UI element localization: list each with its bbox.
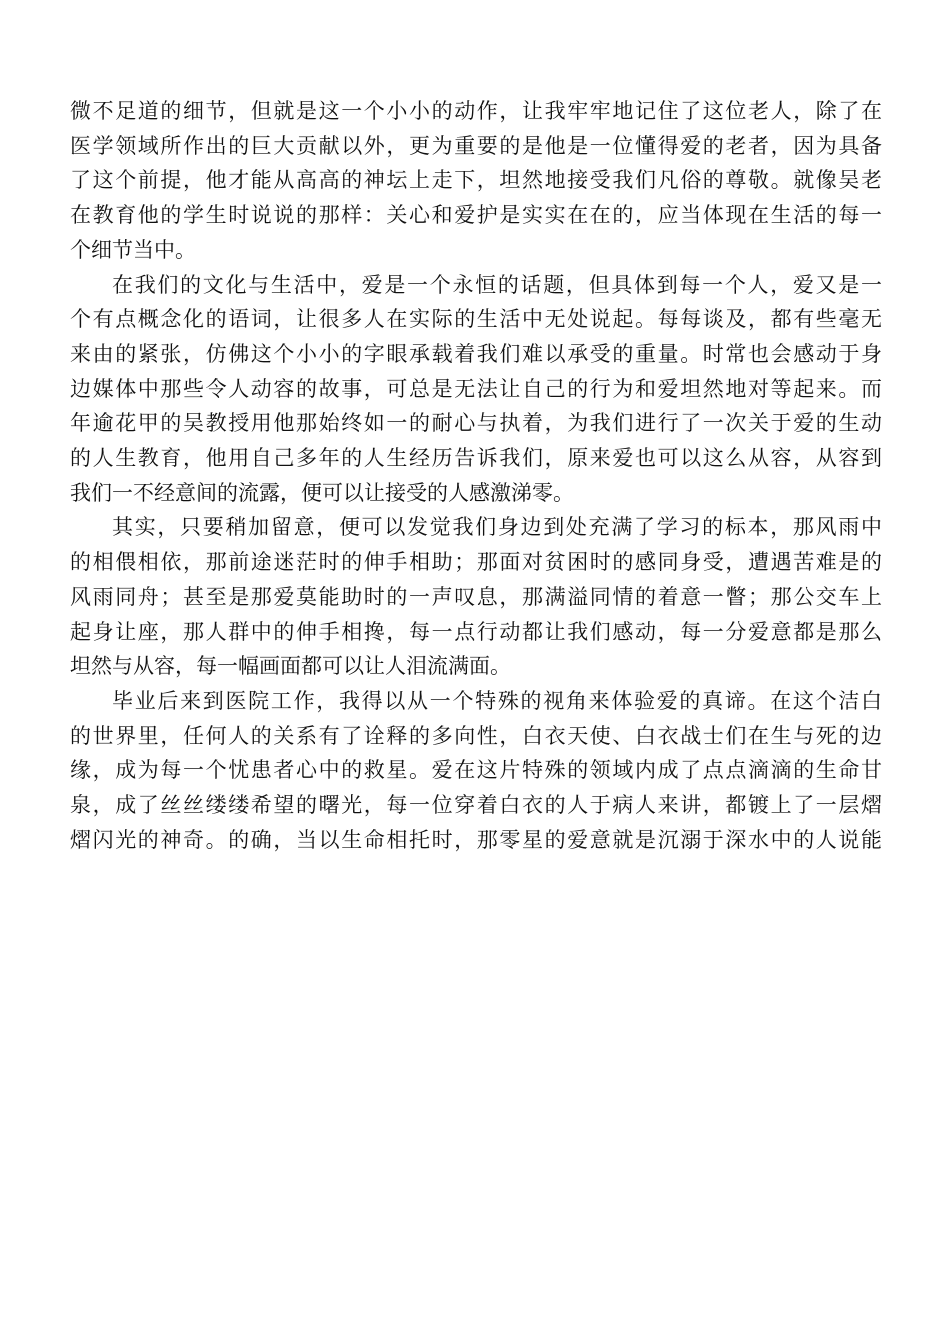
text-line: 在我们的文化与生活中，爱是一个永恒的话题，但具体到每一个人，爱又是一 [112, 272, 882, 297]
text-line: 个有点概念化的语词，让很多人在实际的生活中无处说起。每每谈及，都有些毫无 [70, 307, 882, 332]
text-line: 个细节当中。 [70, 237, 196, 262]
text-line: 微不足道的细节，但就是这一个小小的动作，让我牢牢地记住了这位老人，除了在 [70, 99, 882, 123]
text-line: 风雨同舟；甚至是那爱莫能助时的一声叹息，那满溢同情的着意一瞥；那公交车上 [70, 584, 882, 609]
text-line: 的相偎相依，那前途迷茫时的伸手相助；那面对贫困时的感同身受，遭遇苦难是的 [70, 550, 882, 575]
text-line: 医学领域所作出的巨大贡献以外，更为重要的是他是一位懂得爱的老者，因为具备 [70, 133, 882, 158]
text-line: 其实，只要稍加留意，便可以发觉我们身边到处充满了学习的标本，那风雨中 [112, 515, 882, 540]
text-line: 边媒体中那些令人动容的故事，可总是无法让自己的行为和爱坦然地对等起来。而 [70, 376, 882, 401]
text-line: 了这个前提，他才能从高高的神坛上走下，坦然地接受我们凡俗的尊敬。就像吴老 [70, 168, 882, 193]
paragraph-2 [70, 268, 882, 511]
text-line: 熠闪光的神奇。的确，当以生命相托时，那零星的爱意就是沉溺于深水中的人说能 [70, 827, 882, 852]
text-line: 年逾花甲的吴教授用他那始终如一的耐心与执着，为我们进行了一次关于爱的生动 [70, 411, 882, 436]
text-line: 起身让座，那人群中的伸手相搀，每一点行动都让我们感动，每一分爱意都是那么 [70, 619, 882, 644]
text-line: 我们一不经意间的流露，便可以让接受的人感激涕零。 [70, 480, 574, 505]
text-line: 毕业后来到医院工作，我得以从一个特殊的视角来体验爱的真谛。在这个洁白 [112, 688, 882, 713]
text-line: 坦然与从容，每一幅画面都可以让人泪流满面。 [70, 654, 511, 679]
text-line: 缘，成为每一个忧患者心中的救星。爱在这片特殊的领域内成了点点滴滴的生命甘 [70, 758, 882, 783]
paragraph-1 [70, 94, 882, 268]
text-line: 在教育他的学生时说说的那样：关心和爱护是实实在在的，应当体现在生活的每一 [70, 203, 882, 228]
paragraph-4 [70, 684, 882, 858]
paragraph-3 [70, 510, 882, 684]
text-line: 的人生教育，他用自己多年的人生经历告诉我们，原来爱也可以这么从容，从容到 [70, 446, 882, 471]
text-line: 来由的紧张，仿佛这个小小的字眼承载着我们难以承受的重量。时常也会感动于身 [70, 341, 882, 366]
document-page [70, 94, 882, 857]
text-line: 的世界里，任何人的关系有了诠释的多向性，白衣天使、白衣战士们在生与死的边 [70, 723, 882, 748]
text-line: 泉，成了丝丝缕缕希望的曙光，每一位穿着白衣的人于病人来讲，都镀上了一层熠 [70, 793, 882, 818]
